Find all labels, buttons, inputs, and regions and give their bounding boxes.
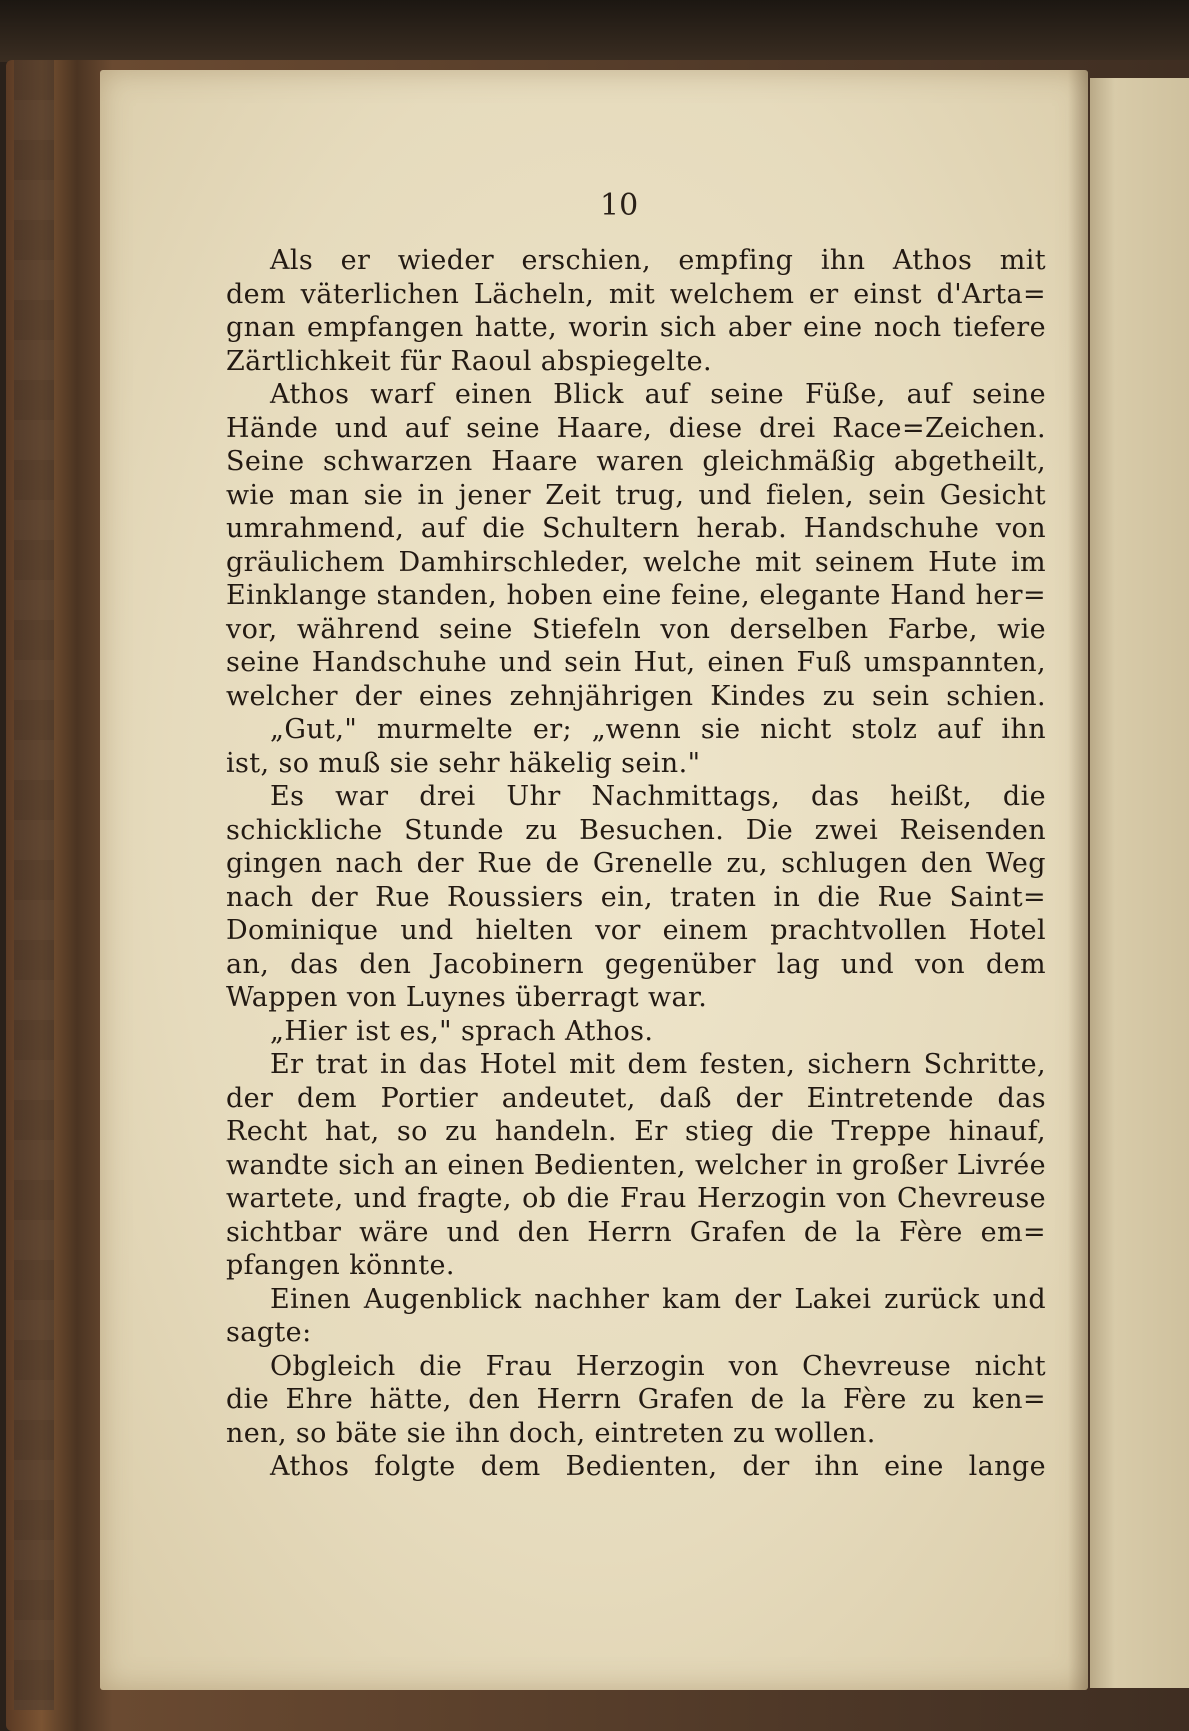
text-line: umrahmend, auf die Schultern herab. Handschuhe von [226,513,1046,544]
text-line: gingen nach der Rue de Grenelle zu, schlugen den Weg [226,848,1046,879]
book-spine-edge [14,60,54,1710]
text-line: wandte sich an einen Bedienten, welcher in großer Livrée [226,1149,1046,1181]
text-line: Obgleich die Frau Herzogin von Chevreuse nicht [270,1350,1046,1382]
text-line: an, das den Jacobinern gegenüber lag und von dem [226,948,1046,980]
text-line: schickliche Stunde zu Besuchen. Die zwei Reisenden [226,814,1046,846]
text-line: Seine schwarzen Haare waren gleichmäßig abgetheilt, [226,446,1046,477]
page-number: 10 [600,188,639,223]
text-line: „Hier ist es," sprach Athos. [270,1015,654,1047]
text-line: Recht hat, so zu handeln. Er stieg die Treppe hinauf, [226,1116,1046,1147]
text-line: die Ehre hätte, den Herrn Grafen de la Fère zu ken= [226,1384,1046,1415]
text-line: Wappen von Luynes überragt war. [226,982,708,1013]
text-line: Zärtlichkeit für Raoul abspiegelte. [226,345,713,377]
text-line: Er trat in das Hotel mit dem festen, sichern Schritte, [270,1049,1046,1080]
scan-background [0,0,1189,62]
text-line: „Gut," murmelte er; „wenn sie nicht stolz auf ihn [270,714,1046,745]
text-line: sagte: [226,1317,312,1348]
text-line: welcher der eines zehnjährigen Kindes zu sein schien. [226,680,1046,712]
text-line: der dem Portier andeutet, daß der Eintretende das [226,1082,1046,1114]
text-line: sichtbar wäre und den Herrn Grafen de la Fère em= [226,1216,1046,1248]
facing-page-edge [1090,78,1189,1688]
text-line: wie man sie in jener Zeit trug, und fielen, sein Gesicht [226,479,1046,511]
text-line: vor, während seine Stiefeln von derselben Farbe, wie [226,613,1046,645]
text-line: Athos folgte dem Bedienten, der ihn eine lange [270,1451,1046,1482]
text-line: Dominique und hielten vor einem prachtvollen Hotel [226,915,1046,946]
text-line: ist, so muß sie sehr häkelig sein." [226,747,701,779]
text-line: Hände und auf seine Haare, diese drei Race=Zeichen. [226,412,1046,444]
text-line: nach der Rue Roussiers ein, traten in die Rue Saint= [226,881,1046,913]
text-line: gräulichem Damhirschleder, welche mit seinem Hute im [226,546,1046,578]
text-line: Als er wieder erschien, empfing ihn Athos mit [270,245,1046,276]
page-gutter-shadow [1068,70,1088,1690]
text-line: Athos warf einen Blick auf seine Füße, auf seine [270,379,1046,410]
text-line: Es war drei Uhr Nachmittags, das heißt, die [270,781,1046,812]
text-line: wartete, und fragte, ob die Frau Herzogin von Chevreuse [226,1183,1046,1214]
text-line: Einen Augenblick nachher kam der Lakei zurück und [270,1283,1046,1315]
text-line: gnan empfangen hatte, worin sich aber eine noch tiefere [226,312,1046,343]
page-text [226,244,1046,1484]
text-line: seine Handschuhe und sein Hut, einen Fuß umspannten, [226,647,1046,678]
text-line: dem väterlichen Lächeln, mit welchem er einst d'Arta= [226,278,1046,310]
text-line: nen, so bäte sie ihn doch, eintreten zu wollen. [226,1417,876,1449]
text-line: pfangen könnte. [226,1250,455,1281]
text-line: Einklange standen, hoben eine feine, elegante Hand her= [226,580,1046,611]
